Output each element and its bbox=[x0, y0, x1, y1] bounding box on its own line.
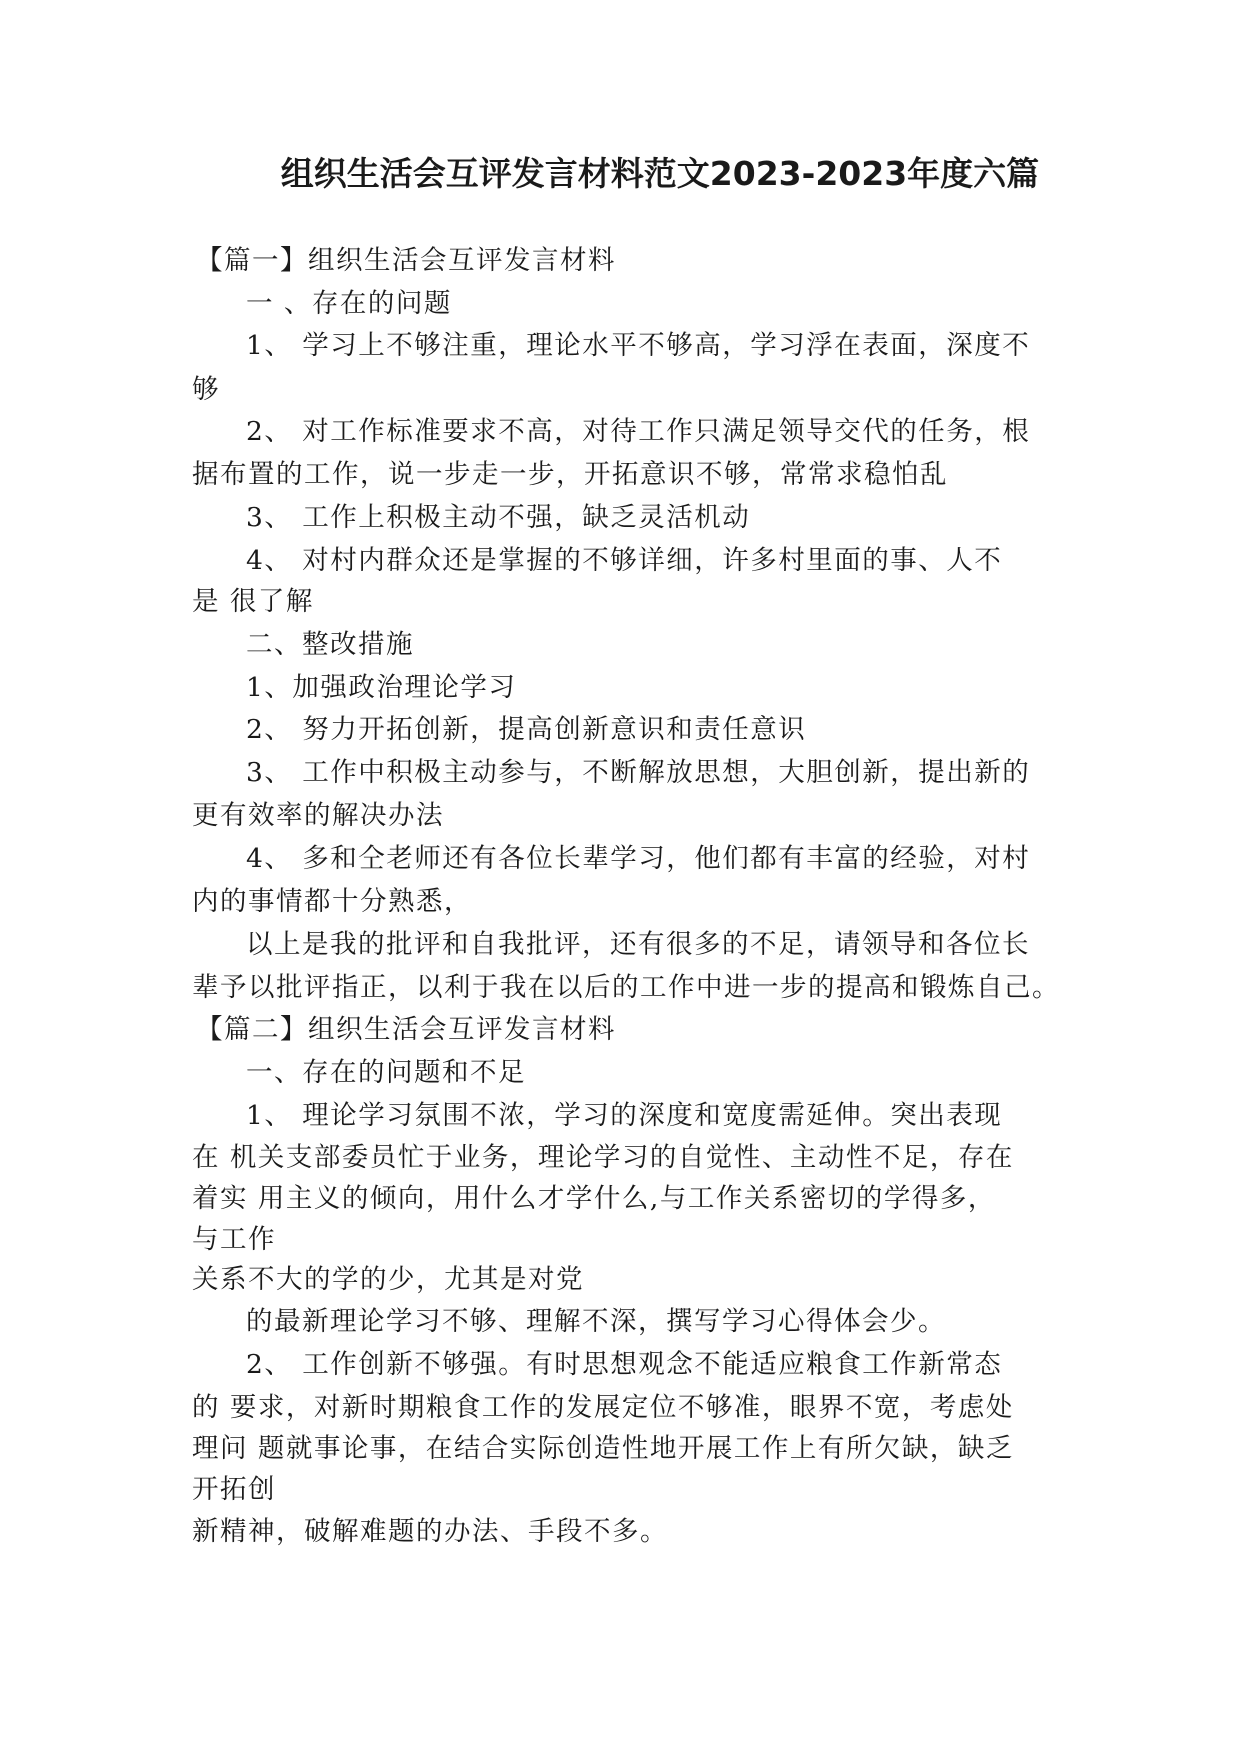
paragraph-line: 3、 工作中积极主动参与，不断解放思想，大胆创新，提出新的 bbox=[246, 757, 1031, 788]
paragraph-line: 理问 题就事论事，在结合实际创造性地开展工作上有所欠缺，缺乏 bbox=[192, 1433, 1014, 1464]
subheading: 一、存在的问题和不足 bbox=[246, 1057, 526, 1088]
paragraph-line: 辈予以批评指正，以利于我在以后的工作中进一步的提高和锻炼自己。 bbox=[192, 972, 1060, 1003]
paragraph-line: 关系不大的学的少，尤其是对党 bbox=[192, 1264, 584, 1295]
paragraph-line: 据布置的工作，说一步走一步，开拓意识不够，常常求稳怕乱 bbox=[192, 459, 948, 490]
paragraph-line: 4、 对村内群众还是掌握的不够详细，许多村里面的事、人不 bbox=[246, 545, 1003, 576]
subheading: 一 、存在的问题 bbox=[246, 288, 452, 319]
paragraph-line: 2、 工作创新不够强。有时思想观念不能适应粮食工作新常态 bbox=[246, 1349, 1003, 1380]
paragraph-line: 开拓创 bbox=[192, 1474, 276, 1505]
subheading: 二、整改措施 bbox=[246, 629, 414, 660]
paragraph-line: 2、 对工作标准要求不高，对待工作只满足领导交代的任务，根 bbox=[246, 416, 1031, 447]
paragraph-line: 1、 理论学习氛围不浓，学习的深度和宽度需延伸。突出表现 bbox=[246, 1100, 1003, 1131]
paragraph-line: 以上是我的批评和自我批评，还有很多的不足，请领导和各位长 bbox=[246, 929, 1030, 960]
paragraph-line: 着实 用主义的倾向，用什么才学什么,与工作关系密切的学得多， bbox=[192, 1183, 996, 1214]
paragraph-line: 内的事情都十分熟悉， bbox=[192, 886, 472, 917]
paragraph-line: 与工作 bbox=[192, 1224, 276, 1255]
paragraph-line: 3、 工作上积极主动不强，缺乏灵活机动 bbox=[246, 502, 751, 533]
section-heading: 【篇二】组织生活会互评发言材料 bbox=[196, 1014, 616, 1045]
section-heading: 【篇一】组织生活会互评发言材料 bbox=[196, 245, 616, 276]
paragraph-line: 1、加强政治理论学习 bbox=[246, 672, 517, 703]
paragraph-line: 新精神，破解难题的办法、手段不多。 bbox=[192, 1516, 668, 1547]
paragraph-line: 是 很了解 bbox=[192, 586, 314, 617]
paragraph-line: 的最新理论学习不够、理解不深，撰写学习心得体会少。 bbox=[246, 1306, 946, 1337]
paragraph-line: 的 要求，对新时期粮食工作的发展定位不够准，眼界不宽，考虑处 bbox=[192, 1392, 1014, 1423]
paragraph-line: 更有效率的解决办法 bbox=[192, 800, 444, 831]
paragraph-line: 1、 学习上不够注重，理论水平不够高，学习浮在表面，深度不 bbox=[246, 330, 1031, 361]
paragraph-line: 4、 多和仝老师还有各位长辈学习，他们都有丰富的经验，对村 bbox=[246, 843, 1031, 874]
paragraph-line: 够 bbox=[192, 374, 220, 405]
paragraph-line: 2、 努力开拓创新，提高创新意识和责任意识 bbox=[246, 714, 807, 745]
document-title: 组织生活会互评发言材料范文2023-2023年度六篇 bbox=[280, 154, 1040, 193]
paragraph-line: 在 机关支部委员忙于业务，理论学习的自觉性、主动性不足，存在 bbox=[192, 1142, 1014, 1173]
